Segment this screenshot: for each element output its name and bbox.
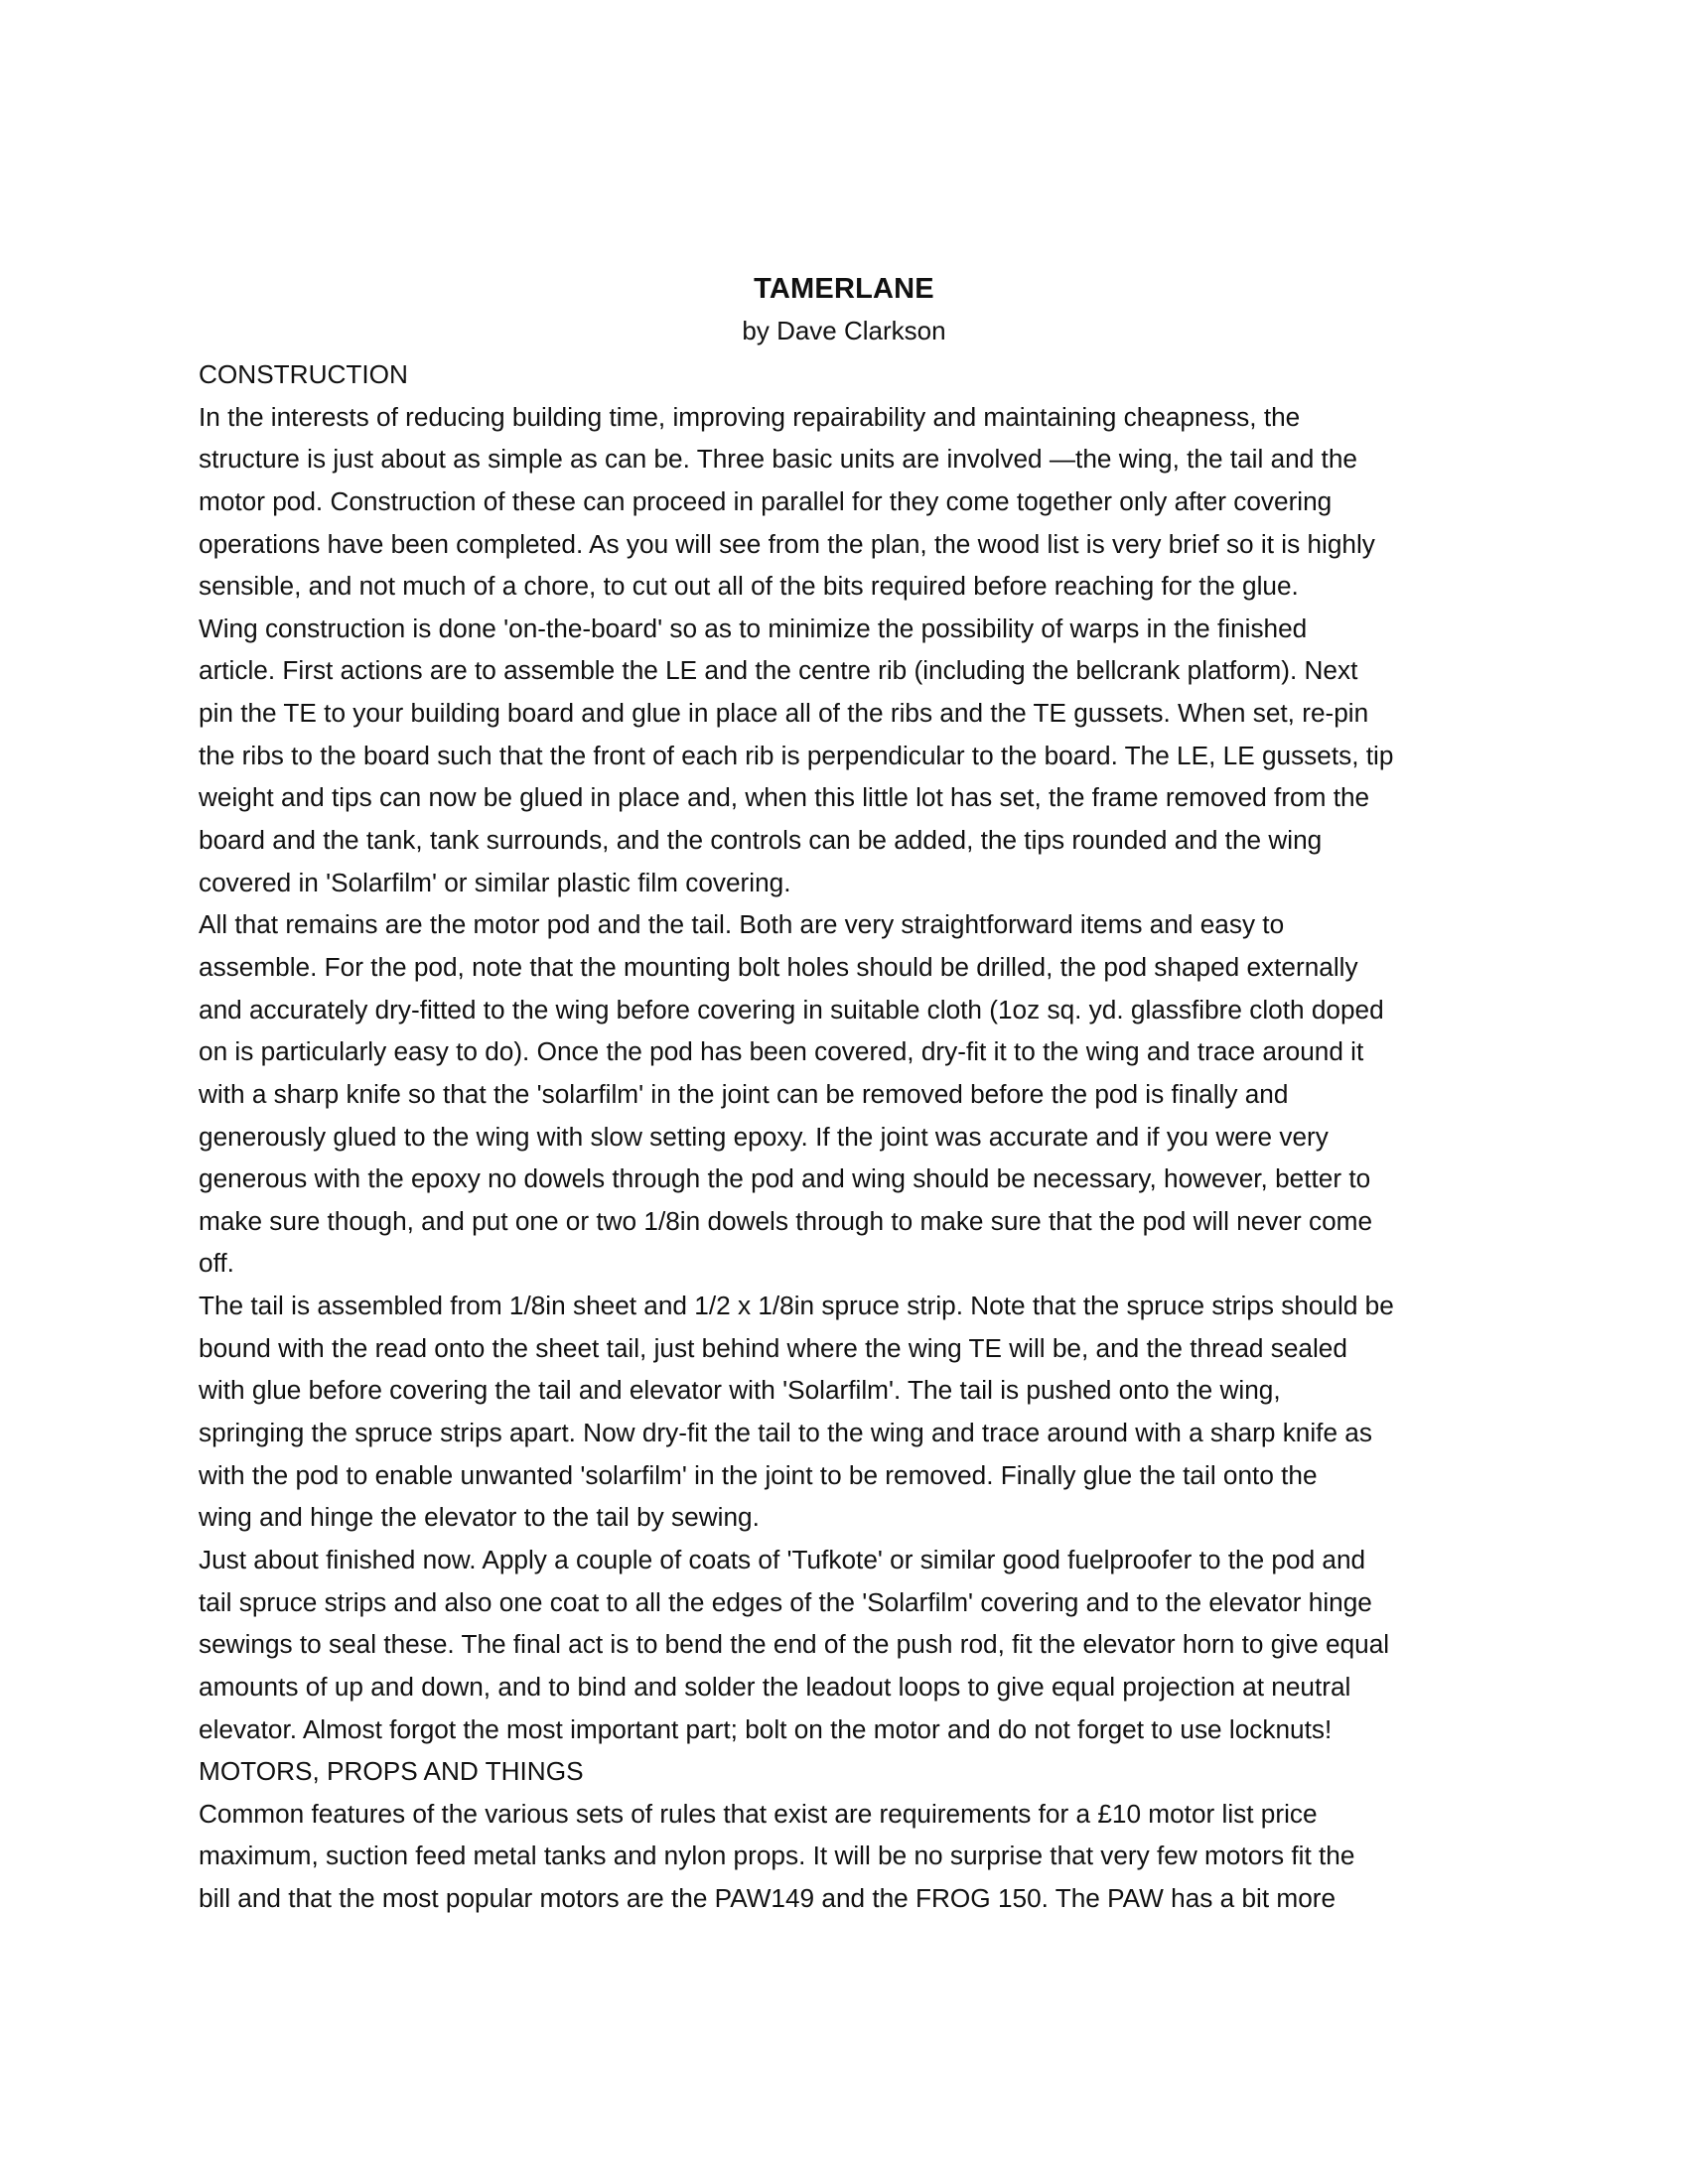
text-line: motor pod. Construction of these can proceed in parallel for they come together only after covering	[199, 485, 1333, 516]
author-byline: by Dave Clarkson	[742, 316, 946, 345]
document-title: TAMERLANE	[754, 273, 934, 305]
text-line: generous with the epoxy no dowels through the pod and wing should be necessary, however, better to	[199, 1163, 1371, 1194]
document-body	[199, 353, 1489, 1920]
text-line: bound with the read onto the sheet tail, just behind where the wing TE will be, and the thread sealed	[199, 1332, 1347, 1363]
text-line: bill and that the most popular motors are the PAW149 and the FROG 150. The PAW has a bit more	[199, 1883, 1336, 1914]
text-line: maximum, suction feed metal tanks and nylon props. It will be no surprise that very few motors fit the	[199, 1841, 1355, 1871]
text-line: Common features of the various sets of rules that exist are requirements for a £10 motor list price	[199, 1798, 1318, 1829]
text-line: structure is just about as simple as can be. Three basic units are involved —the wing, the tail and the	[199, 444, 1357, 475]
text-line: sewings to seal these. The final act is to bend the end of the push rod, fit the elevator horn to give equal	[199, 1629, 1390, 1660]
text-line: Just about finished now. Apply a couple of coats of 'Tufkote' or similar good fuelproofer to the pod and	[199, 1544, 1366, 1574]
text-line: pin the TE to your building board and glue in place all of the ribs and the TE gussets. When set, re-pin	[199, 698, 1369, 729]
text-line: the ribs to the board such that the front of each rib is perpendicular to the board. The LE, LE gussets, tip	[199, 740, 1394, 770]
text-line: tail spruce strips and also one coat to all the edges of the 'Solarfilm' covering and to the elevator hinge	[199, 1586, 1372, 1617]
text-line: CONSTRUCTION	[199, 359, 408, 389]
text-line: and accurately dry-fitted to the wing before covering in suitable cloth (1oz sq. yd. glassfibre cloth doped	[199, 994, 1384, 1024]
text-line: weight and tips can now be glued in place and, when this little lot has set, the frame removed from the	[199, 782, 1370, 813]
text-line: The tail is assembled from 1/8in sheet and 1/2 x 1/8in spruce strip. Note that the spruce strips should be	[199, 1291, 1394, 1321]
text-line: make sure though, and put one or two 1/8in dowels through to make sure that the pod will never come	[199, 1205, 1373, 1236]
text-line: All that remains are the motor pod and the tail. Both are very straightforward items and easy to	[199, 909, 1285, 940]
text-line: article. First actions are to assemble the LE and the centre rib (including the bellcrank platform). Next	[199, 655, 1358, 686]
text-line: with a sharp knife so that the 'solarfilm' in the joint can be removed before the pod is finally and	[199, 1078, 1289, 1109]
text-line: elevator. Almost forgot the most important part; bolt on the motor and do not forget to use locknuts!	[199, 1713, 1333, 1744]
text-line: amounts of up and down, and to bind and solder the leadout loops to give equal projection at neutral	[199, 1671, 1351, 1702]
text-line: In the interests of reducing building time, improving repairability and maintaining cheapness, the	[199, 401, 1301, 432]
text-line: on is particularly easy to do). Once the pod has been covered, dry-fit it to the wing and trace around it	[199, 1036, 1364, 1067]
text-line: sensible, and not much of a chore, to cut out all of the bits required before reaching for the glue.	[199, 571, 1299, 602]
text-line: off.	[199, 1248, 234, 1279]
text-line: board and the tank, tank surrounds, and the controls can be added, the tips rounded and the wing	[199, 825, 1323, 856]
text-line: springing the spruce strips apart. Now dry-fit the tail to the wing and trace around with a sharp knife as	[199, 1418, 1372, 1448]
text-line: Wing construction is done 'on-the-board' so as to minimize the possibility of warps in the finished	[199, 613, 1308, 643]
text-line: assemble. For the pod, note that the mounting bolt holes should be drilled, the pod shaped externally	[199, 951, 1358, 982]
text-line: covered in 'Solarfilm' or similar plastic film covering.	[199, 867, 791, 897]
text-line: generously glued to the wing with slow setting epoxy. If the joint was accurate and if you were very	[199, 1121, 1329, 1152]
text-line: operations have been completed. As you will see from the plan, the wood list is very brief so it is highly	[199, 528, 1375, 559]
text-line: wing and hinge the elevator to the tail by sewing.	[199, 1502, 760, 1533]
text-line: MOTORS, PROPS AND THINGS	[199, 1756, 584, 1787]
text-line: with the pod to enable unwanted 'solarfilm' in the joint to be removed. Finally glue the tail onto the	[199, 1459, 1318, 1490]
text-line: with glue before covering the tail and elevator with 'Solarfilm'. The tail is pushed onto the wing,	[199, 1375, 1281, 1406]
